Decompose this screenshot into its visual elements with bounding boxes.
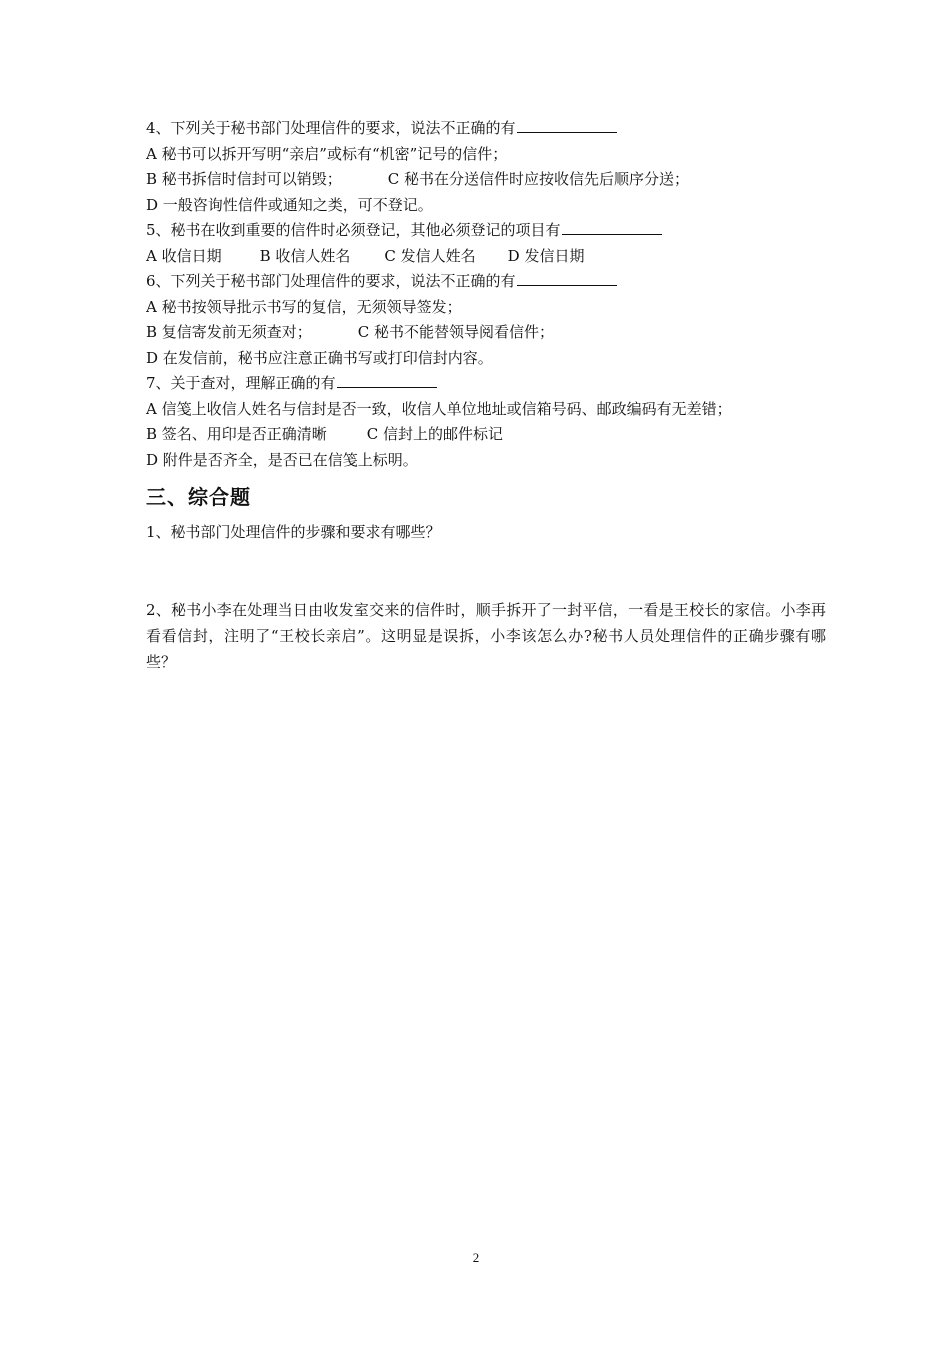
question-7-option-c: C 信封上的邮件标记 bbox=[366, 425, 504, 443]
question-6-option-b: B 复信寄发前无须查对； bbox=[146, 323, 312, 341]
question-5-options bbox=[146, 244, 826, 270]
question-7-option-d: D 附件是否齐全，是否已在信笺上标明。 bbox=[146, 450, 418, 469]
comprehensive-question-1: 1、秘书部门处理信件的步骤和要求有哪些？ bbox=[146, 523, 441, 541]
question-7-option-a: A 信笺上收信人姓名与信封是否一致，收信人单位地址或信箱号码、邮政编码有无差错； bbox=[146, 399, 732, 418]
question-5-option-b: B 收信人姓名 bbox=[259, 246, 351, 265]
page-number: 2 bbox=[472, 1250, 480, 1265]
answer-blank bbox=[337, 372, 437, 388]
question-6-text: 6、下列关于秘书部门处理信件的要求，说法不正确的有 bbox=[146, 272, 516, 290]
question-5-text: 5、秘书在收到重要的信件时必须登记，其他必须登记的项目有 bbox=[146, 221, 561, 239]
document-body bbox=[146, 116, 826, 675]
question-5-stem bbox=[146, 218, 826, 244]
question-7-stem bbox=[146, 371, 826, 397]
question-5-option-c: C 发信人姓名 bbox=[384, 246, 476, 265]
question-7-option-b: B 签名、用印是否正确清晰 bbox=[146, 425, 327, 443]
question-4-text: 4、下列关于秘书部门处理信件的要求，说法不正确的有 bbox=[146, 119, 516, 137]
question-4-option-b: B 秘书拆信时信封可以销毁； bbox=[146, 170, 342, 188]
question-5-option-a: A 收信日期 bbox=[146, 246, 222, 265]
section-heading: 三、综合题 bbox=[146, 485, 251, 509]
question-6-option-c: C 秘书不能替领导阅看信件； bbox=[357, 323, 555, 341]
question-6-options-bc bbox=[146, 320, 826, 346]
question-6-option-d: D 在发信前，秘书应注意正确书写或打印信封内容。 bbox=[146, 348, 493, 367]
question-4-stem bbox=[146, 116, 826, 142]
question-6-stem bbox=[146, 269, 826, 295]
question-4-options-bc bbox=[146, 167, 826, 193]
answer-blank bbox=[517, 117, 617, 133]
question-5-option-d: D 发信日期 bbox=[507, 246, 585, 265]
question-7-options-bc bbox=[146, 422, 826, 448]
question-6-option-a: A 秘书按领导批示书写的复信，无须领导签发； bbox=[146, 297, 462, 316]
question-4-option-a: A 秘书可以拆开写明“亲启”或标有“机密”记号的信件； bbox=[146, 144, 508, 163]
comprehensive-question-2: 2、秘书小李在处理当日由收发室交来的信件时，顺手拆开了一封平信，一看是王校长的家信。小李再看看信封，注明了“王校长亲启”。这明显是误拆，小李该怎么办?秘书人员处理信件的正确步骤有哪些？ bbox=[146, 601, 826, 671]
answer-blank bbox=[562, 219, 662, 235]
question-4-option-d: D 一般咨询性信件或通知之类，可不登记。 bbox=[146, 195, 433, 214]
question-7-text: 7、关于查对，理解正确的有 bbox=[146, 374, 336, 392]
question-4-option-c: C 秘书在分送信件时应按收信先后顺序分送； bbox=[387, 170, 690, 188]
answer-blank bbox=[517, 270, 617, 286]
